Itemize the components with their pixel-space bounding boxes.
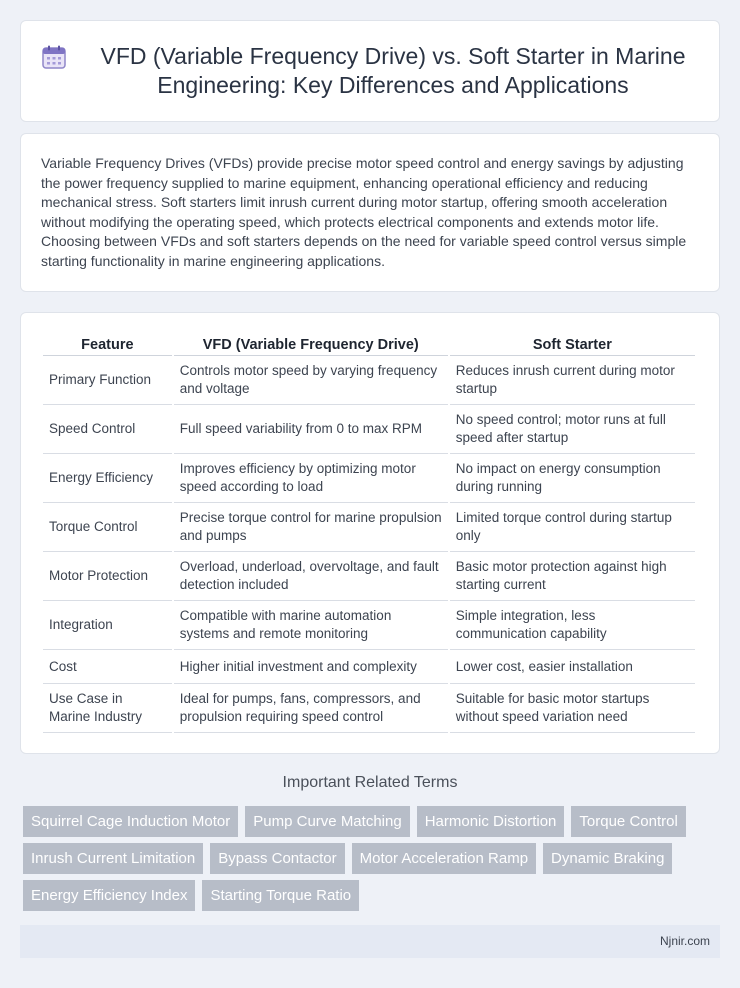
related-terms-list — [23, 806, 723, 911]
site-name[interactable]: Njnir.com — [659, 934, 710, 948]
table-header-row — [43, 333, 695, 356]
feature-cell: Use Case in Marine Industry — [43, 684, 172, 733]
feature-cell: Integration — [43, 601, 172, 650]
vfd-cell: Full speed variability from 0 to max RPM — [174, 405, 448, 454]
related-term-tag[interactable]: Bypass Contactor — [210, 843, 344, 874]
intro-paragraph: Variable Frequency Drives (VFDs) provide precise motor speed control and energy savings by adjusting the power frequency supplied to marine equipment, enhancing operational efficiency and reducing mechanical stress. Soft starters limit inrush current during motor startup, offering smooth acceleration without modifying the operating speed, which protects electrical components and extends motor life. Choosing between VFDs and soft starters depends on the need for variable speed control versus simple starting functionality in marine engineering applications. — [41, 155, 687, 269]
footer — [20, 925, 720, 958]
comparison-card — [20, 312, 720, 754]
vfd-cell: Compatible with marine automation systems and remote monitoring — [174, 601, 448, 650]
related-term-tag[interactable]: Inrush Current Limitation — [23, 843, 203, 874]
page-title: VFD (Variable Frequency Drive) vs. Soft Starter in Marine Engineering: Key Differences and Applications — [100, 43, 686, 98]
feature-cell: Primary Function — [43, 356, 172, 405]
soft-starter-cell: Simple integration, less communication capability — [450, 601, 695, 650]
header-soft-starter: Soft Starter — [450, 333, 695, 356]
vfd-cell: Ideal for pumps, fans, compressors, and propulsion requiring speed control — [174, 684, 448, 733]
related-term-tag[interactable]: Torque Control — [571, 806, 685, 837]
soft-starter-cell: Limited torque control during startup only — [450, 503, 695, 552]
vfd-cell: Controls motor speed by varying frequency and voltage — [174, 356, 448, 405]
soft-starter-cell: Basic motor protection against high starting current — [450, 552, 695, 601]
intro-card — [20, 133, 720, 292]
vfd-cell: Precise torque control for marine propulsion and pumps — [174, 503, 448, 552]
related-terms-title: Important Related Terms — [282, 774, 458, 791]
vfd-cell: Higher initial investment and complexity — [174, 650, 448, 684]
feature-cell: Motor Protection — [43, 552, 172, 601]
soft-starter-cell: Lower cost, easier installation — [450, 650, 695, 684]
header-vfd: VFD (Variable Frequency Drive) — [174, 333, 448, 356]
soft-starter-cell: Reduces inrush current during motor startup — [450, 356, 695, 405]
table-row — [43, 684, 695, 733]
feature-cell: Torque Control — [43, 503, 172, 552]
related-term-tag[interactable]: Motor Acceleration Ramp — [352, 843, 536, 874]
soft-starter-cell: No speed control; motor runs at full speed after startup — [450, 405, 695, 454]
related-term-tag[interactable]: Harmonic Distortion — [417, 806, 565, 837]
feature-cell: Speed Control — [43, 405, 172, 454]
feature-cell: Cost — [43, 650, 172, 684]
header-feature: Feature — [43, 333, 172, 356]
calendar-icon — [41, 44, 67, 70]
table-row — [43, 601, 695, 650]
related-term-tag[interactable]: Dynamic Braking — [543, 843, 672, 874]
table-row — [43, 405, 695, 454]
feature-cell: Energy Efficiency — [43, 454, 172, 503]
table-row — [43, 650, 695, 684]
related-term-tag[interactable]: Pump Curve Matching — [245, 806, 409, 837]
table-row — [43, 552, 695, 601]
related-term-tag[interactable]: Starting Torque Ratio — [202, 880, 359, 911]
table-row — [43, 356, 695, 405]
vfd-cell: Overload, underload, overvoltage, and fault detection included — [174, 552, 448, 601]
soft-starter-cell: No impact on energy consumption during running — [450, 454, 695, 503]
vfd-cell: Improves efficiency by optimizing motor speed according to load — [174, 454, 448, 503]
comparison-table — [41, 333, 697, 733]
related-term-tag[interactable]: Energy Efficiency Index — [23, 880, 195, 911]
table-row — [43, 503, 695, 552]
title-card — [20, 20, 720, 122]
related-term-tag[interactable]: Squirrel Cage Induction Motor — [23, 806, 238, 837]
table-row — [43, 454, 695, 503]
soft-starter-cell: Suitable for basic motor startups without speed variation need — [450, 684, 695, 733]
